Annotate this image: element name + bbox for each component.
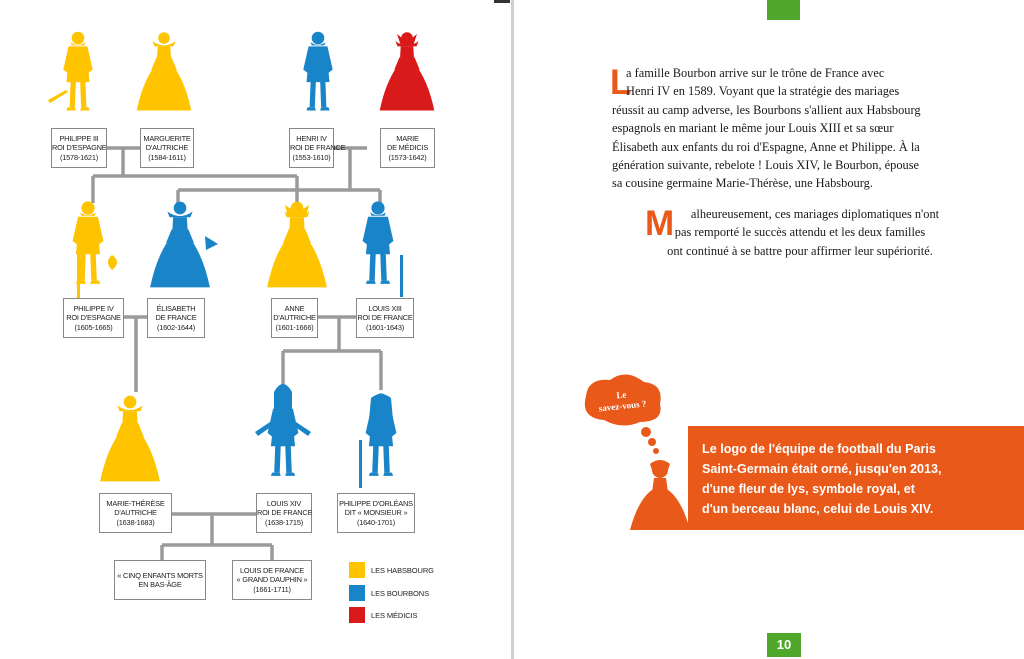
box-marie-medicis xyxy=(380,128,435,168)
paragraph-2-line: pas remporté le succès attendu et les deux familles xyxy=(674,225,926,240)
box-line: (1605-1665) xyxy=(74,322,113,332)
box-line: DE FRANCE xyxy=(155,313,197,323)
figure-marguerite xyxy=(137,32,192,110)
drop-cap-l: L xyxy=(610,63,632,102)
box-line: (1553-1610) xyxy=(292,152,331,162)
box-line: ROI D'ESPAGNE xyxy=(66,313,121,323)
paragraph-2-line: alheureusement, ces mariages diplomatiques n'ont xyxy=(690,207,940,221)
box-anne xyxy=(271,298,318,338)
box-line: PHILIPPE IV xyxy=(73,303,114,313)
page-number: 10 xyxy=(767,633,801,657)
box-henri4 xyxy=(289,128,346,168)
lady-silhouette xyxy=(630,460,690,530)
box-line: DIT « MONSIEUR » xyxy=(344,508,408,518)
box-louis13 xyxy=(356,298,414,338)
bubble-dot-2 xyxy=(648,438,656,446)
box-line: « GRAND DAUPHIN » xyxy=(236,575,308,585)
figure-anne xyxy=(267,202,327,288)
paragraph-1-line: Henri IV en 1589. Voyant que la stratégie des mariages xyxy=(626,84,900,99)
fact-line: Saint-Germain était orné, jusqu'en 2013, xyxy=(702,462,942,476)
box-line: HENRI IV xyxy=(296,133,327,143)
box-line: (1601-1643) xyxy=(365,322,405,332)
legend-label-medicis: LES MÉDICIS xyxy=(371,611,418,620)
paragraph-1-line: Élisabeth aux enfants du roi d'Espagne, Anne et Philippe. À la xyxy=(612,139,920,154)
box-line: MARIE xyxy=(396,133,419,143)
green-top-tab xyxy=(767,0,800,20)
box-louis14 xyxy=(256,493,312,533)
box-line: ROI DE FRANCE xyxy=(290,143,346,153)
fact-line: d'une fleur de lys, symbole royal, et xyxy=(702,482,915,496)
box-line: ÉLISABETH xyxy=(156,303,196,313)
box-philippe3 xyxy=(51,128,107,168)
legend-label-bourbon: LES BOURBONS xyxy=(371,589,429,598)
box-line: LOUIS XIV xyxy=(266,498,302,508)
box-line: (1661-1711) xyxy=(253,584,291,594)
box-grand-dauphin xyxy=(232,560,312,600)
box-elisabeth xyxy=(147,298,205,338)
box-line: D'AUTRICHE xyxy=(114,508,157,518)
paragraph-1-line: génération suivante, rebelote ! Louis XIV, le Bourbon, épouse xyxy=(612,158,920,173)
figure-philippe4 xyxy=(73,201,117,298)
box-line: DE MÉDICIS xyxy=(386,143,429,153)
savez-vous-line-1: Le xyxy=(615,389,627,401)
box-line: « CINQ ENFANTS MORTS xyxy=(117,570,203,580)
box-marie-therese xyxy=(99,493,172,533)
box-line: MARIE-THÉRÈSE xyxy=(106,498,165,508)
bubble-dot-1 xyxy=(641,427,651,437)
paragraph-2-line: ont continué à se battre pour affirmer leur supériorité. xyxy=(667,243,933,258)
figure-elisabeth xyxy=(150,202,218,288)
legend-swatch-bourbon xyxy=(349,585,365,601)
box-line: LOUIS XIII xyxy=(368,303,402,313)
box-line: ROI DE FRANCE xyxy=(257,508,313,518)
box-line: (1638-1715) xyxy=(264,517,304,527)
box-line: (1601-1666) xyxy=(275,322,314,332)
bubble-dot-3 xyxy=(653,448,659,454)
legend-swatch-medicis xyxy=(349,607,365,623)
fact-line: d'un berceau blanc, celui de Louis XIV. xyxy=(702,502,934,516)
box-line: PHILIPPE D'ORLÉANS xyxy=(339,498,413,508)
fact-box xyxy=(688,426,1024,530)
figure-philippe-orleans xyxy=(359,393,396,488)
box-line: ROI D'ESPAGNE xyxy=(52,143,107,153)
paragraph-1-line: sa cousine germaine Marie-Thérèse, une Habsbourg. xyxy=(612,176,873,191)
figure-henri4 xyxy=(303,32,332,111)
figure-marie-medicis xyxy=(380,32,435,110)
box-marguerite xyxy=(140,128,194,168)
figure-philippe3 xyxy=(48,32,93,111)
paragraph-1-line: réussit au camp adverse, les Bourbons s'allient aux Habsbourg xyxy=(612,102,921,117)
box-cinq-enfants xyxy=(114,560,206,600)
drop-cap-m: M xyxy=(645,204,675,243)
savez-vous-line-2: savez-vous ? xyxy=(598,398,647,414)
paragraph-1-line: espagnols en mariant le même jour Louis XIII et sa sœur xyxy=(612,121,894,136)
box-line: (1578-1621) xyxy=(59,152,99,162)
legend-swatch-habsbourg xyxy=(349,562,365,578)
figure-louis14 xyxy=(255,384,311,476)
box-line: (1602-1644) xyxy=(156,322,196,332)
legend-label-habsbourg: LES HABSBOURG xyxy=(371,566,434,575)
box-line: LOUIS DE FRANCE xyxy=(240,565,304,575)
box-line: D'AUTRICHE xyxy=(273,313,316,323)
box-line: PHILIPPE III xyxy=(59,133,99,143)
box-line: D'AUTRICHE xyxy=(145,143,189,153)
savez-vous-illustration xyxy=(560,360,690,535)
box-line: ROI DE FRANCE xyxy=(357,313,413,323)
box-philippe4 xyxy=(63,298,124,338)
box-line: (1640-1701) xyxy=(356,517,396,527)
paragraph-2 xyxy=(642,205,958,260)
box-line: (1584-1611) xyxy=(148,152,186,162)
box-line: ANNE xyxy=(284,303,305,313)
box-line: (1638-1683) xyxy=(116,517,155,527)
fact-line: Le logo de l'équipe de football du Paris xyxy=(702,442,936,456)
box-philippe-orleans xyxy=(337,493,415,533)
figure-louis13 xyxy=(363,201,403,297)
box-line: MARGUERITE xyxy=(143,133,191,143)
box-line: (1573-1642) xyxy=(388,152,427,162)
box-line: EN BAS-ÂGE xyxy=(138,580,182,589)
paragraph-1-line: a famille Bourbon arrive sur le trône de France avec xyxy=(626,66,885,80)
paragraph-1 xyxy=(612,64,958,193)
